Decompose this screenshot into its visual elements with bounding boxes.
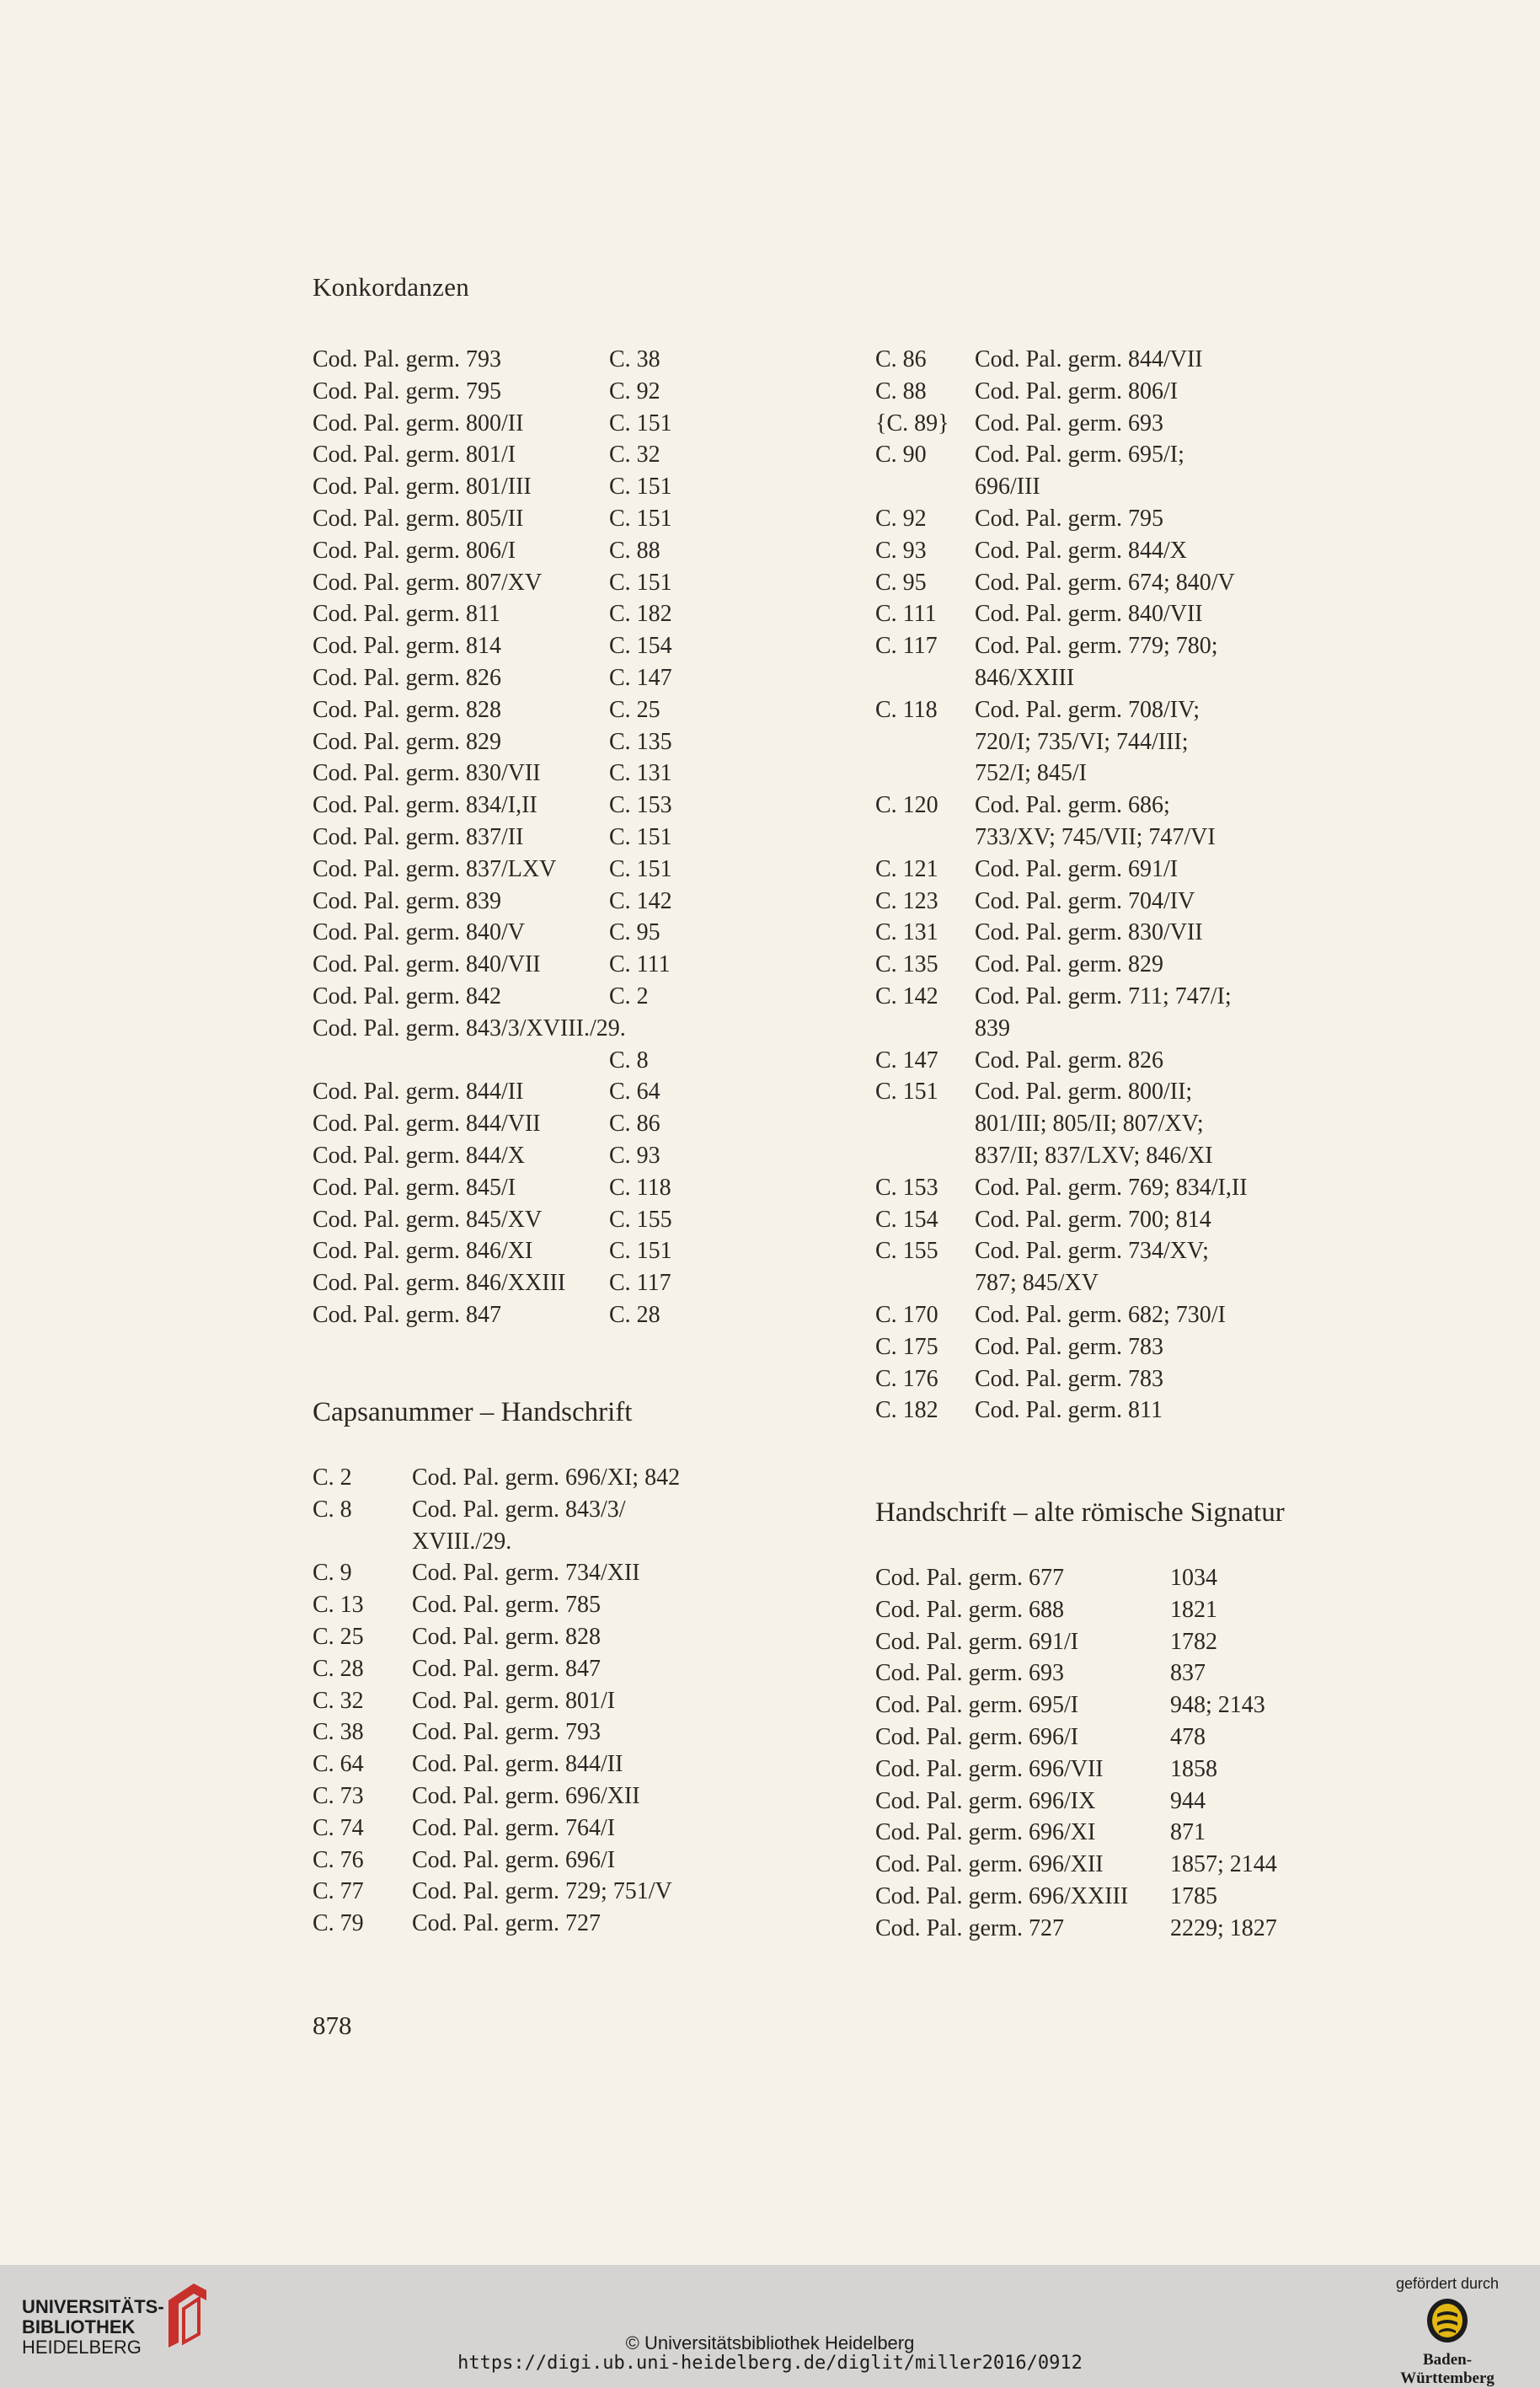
sig-cell: Cod. Pal. germ. 783 — [975, 1365, 1163, 1392]
capsa-cell — [875, 662, 975, 694]
table-row — [875, 1849, 1277, 1881]
sig-cell: Cod. Pal. germ. 734/XV; — [975, 1238, 1209, 1265]
sig-cell: Cod. Pal. germ. 837/II — [313, 823, 524, 850]
sig-cell: Cod. Pal. germ. 696/XI — [875, 1819, 1096, 1846]
capsa-cell: C. 64 — [609, 1079, 660, 1106]
sig-cell: XVIII./29. — [412, 1528, 512, 1555]
table-row — [875, 1204, 1270, 1236]
capsa-cell: C. 154 — [875, 1206, 938, 1233]
capsa-cell: C. 95 — [875, 569, 927, 596]
capsa-cell: C. 155 — [609, 1206, 672, 1233]
sig-cell: Cod. Pal. germ. 811 — [313, 601, 500, 628]
sig-cell: Cod. Pal. germ. 783 — [975, 1333, 1163, 1360]
table-row — [875, 1172, 1270, 1204]
sig-cell: Cod. Pal. germ. 801/I — [313, 442, 516, 468]
capsa-cell: C. 153 — [875, 1174, 938, 1201]
old-cell: 1782 — [1170, 1628, 1217, 1655]
capsa-cell: C. 142 — [875, 983, 938, 1009]
logo-line-1: UNIVERSITÄTS- — [22, 2296, 164, 2317]
sig-cell: Cod. Pal. germ. 696/IX — [875, 1787, 1096, 1814]
capsa-cell: C. 151 — [609, 505, 672, 532]
capsa-cell: C. 118 — [875, 696, 938, 723]
permalink-url[interactable]: https://digi.ub.uni-heidelberg.de/diglit/miller2016/0912 — [457, 2353, 1083, 2374]
table-row — [313, 1526, 707, 1558]
old-cell: 948; 2143 — [1170, 1692, 1265, 1719]
table-row — [313, 344, 710, 376]
table-row — [875, 408, 1270, 440]
capsa-cell — [875, 1013, 975, 1045]
sig-cell: Cod. Pal. germ. 793 — [412, 1719, 601, 1746]
table-row — [875, 1331, 1270, 1363]
capsa-cell — [875, 758, 975, 790]
capsa-cell: C. 64 — [313, 1751, 364, 1778]
capsa-cell: C. 131 — [875, 919, 938, 946]
table-row — [875, 917, 1270, 949]
capsa-cell: C. 176 — [875, 1365, 938, 1392]
sig-cell: Cod. Pal. germ. 729; 751/V — [412, 1878, 672, 1905]
capsa-cell: C. 88 — [609, 537, 660, 564]
capsa-cell: C. 93 — [609, 1142, 660, 1169]
table-row — [313, 1172, 710, 1204]
section-title-capsa-handschrift: Capsanummer – Handschrift — [313, 1397, 633, 1427]
table-row — [875, 630, 1270, 662]
capsa-cell: C. 151 — [875, 1079, 938, 1106]
sig-cell: Cod. Pal. germ. 727 — [412, 1910, 601, 1937]
capsa-cell: C. 32 — [609, 442, 660, 468]
sig-cell: Cod. Pal. germ. 847 — [412, 1655, 601, 1682]
table-row — [313, 1235, 710, 1267]
sig-cell: Cod. Pal. germ. 801/I — [412, 1687, 616, 1714]
sig-cell: Cod. Pal. germ. 814 — [313, 633, 501, 660]
table-row — [875, 694, 1270, 726]
sig-cell: Cod. Pal. germ. 727 — [875, 1914, 1064, 1941]
capsa-cell: C. 182 — [875, 1397, 938, 1424]
table-row — [313, 439, 710, 471]
table-row — [875, 1235, 1270, 1267]
table-row — [313, 822, 710, 854]
capsa-cell: C. 13 — [313, 1592, 364, 1619]
table-row — [875, 822, 1270, 854]
sig-cell: Cod. Pal. germ. 785 — [412, 1592, 601, 1619]
table-row — [313, 1876, 707, 1908]
table-row — [875, 1013, 1270, 1045]
sig-cell: Cod. Pal. germ. 691/I — [875, 1628, 1079, 1655]
table-row — [313, 1267, 710, 1299]
table-row — [875, 758, 1270, 790]
sig-cell: Cod. Pal. germ. 829 — [975, 951, 1163, 978]
table-row — [875, 1562, 1271, 1594]
sig-cell: Cod. Pal. germ. 686; — [975, 792, 1170, 819]
capsa-cell: {C. 89} — [875, 410, 949, 436]
table-row — [313, 1045, 710, 1077]
logo-line-2: BIBLIOTHEK — [22, 2316, 136, 2337]
capsa-cell: C. 2 — [313, 1464, 352, 1491]
sig-cell: Cod. Pal. germ. 696/XI; 842 — [412, 1464, 681, 1491]
capsa-cell — [875, 822, 975, 854]
table-row — [313, 471, 710, 503]
capsa-cell — [875, 471, 975, 503]
sig-cell: 787; 845/XV — [975, 1270, 1099, 1297]
sig-cell: Cod. Pal. germ. 805/II — [313, 505, 524, 532]
sig-cell: Cod. Pal. germ. 806/I — [975, 377, 1179, 404]
table-row — [875, 439, 1270, 471]
capsa-cell: C. 38 — [313, 1719, 364, 1746]
table-row — [313, 1845, 707, 1877]
old-cell: 1858 — [1170, 1755, 1217, 1782]
old-cell: 1785 — [1170, 1882, 1217, 1909]
capsa-cell: C. 86 — [609, 1111, 660, 1138]
table-row — [875, 567, 1270, 599]
capsa-cell: C. 151 — [609, 410, 672, 436]
sig-cell: Cod. Pal. germ. 847 — [313, 1301, 501, 1328]
table-row — [313, 1299, 710, 1331]
sig-cell — [313, 1045, 609, 1077]
capsa-cell: C. 92 — [609, 377, 660, 404]
sig-cell: Cod. Pal. germ. 769; 834/I,II — [975, 1174, 1248, 1201]
table-row — [313, 790, 710, 822]
sig-cell: Cod. Pal. germ. 806/I — [313, 537, 516, 564]
table-row — [313, 567, 710, 599]
sig-cell: Cod. Pal. germ. 693 — [975, 410, 1163, 436]
sig-cell: Cod. Pal. germ. 708/IV; — [975, 696, 1200, 723]
table-row — [313, 1108, 710, 1140]
sig-cell: 720/I; 735/VI; 744/III; — [975, 728, 1189, 755]
table-row — [875, 1754, 1271, 1786]
sig-cell: Cod. Pal. germ. 828 — [313, 696, 501, 723]
sig-cell: Cod. Pal. germ. 840/VII — [313, 951, 541, 978]
capsa-cell: C. 175 — [875, 1333, 938, 1360]
table-row — [313, 981, 710, 1013]
capsa-cell — [875, 1108, 975, 1140]
old-cell: 1034 — [1170, 1565, 1217, 1591]
table-row — [875, 344, 1270, 376]
capsa-cell: C. 32 — [313, 1687, 364, 1714]
table-row — [313, 376, 710, 408]
table-row — [313, 694, 710, 726]
sig-cell: Cod. Pal. germ. 800/II — [313, 410, 524, 436]
table-row — [875, 598, 1270, 630]
table-row — [875, 790, 1270, 822]
table-row — [875, 1913, 1277, 1945]
capsa-cell — [875, 1267, 975, 1299]
table-row — [313, 726, 710, 758]
table-row — [875, 1817, 1271, 1849]
sig-cell: Cod. Pal. germ. 844/VII — [975, 346, 1203, 372]
table-row — [875, 1881, 1271, 1913]
table-row — [313, 1494, 707, 1526]
sig-cell: Cod. Pal. germ. 696/XXIII — [875, 1882, 1129, 1909]
capsa-cell: C. 147 — [875, 1047, 938, 1074]
capsa-cell: C. 154 — [609, 633, 672, 660]
table-row — [875, 1395, 1270, 1427]
capsa-cell: C. 90 — [875, 442, 927, 468]
table-row — [313, 1140, 710, 1172]
table-row — [875, 1689, 1271, 1721]
capsa-cell — [875, 1140, 975, 1172]
sig-cell: Cod. Pal. germ. 826 — [975, 1047, 1163, 1074]
sig-cell: Cod. Pal. germ. 845/XV — [313, 1206, 543, 1233]
table-handschrift-capsa — [313, 344, 710, 1331]
capsa-cell: C. 142 — [609, 887, 672, 914]
capsa-cell: C. 153 — [609, 792, 672, 819]
funder-name: Baden-Württemberg — [1400, 2351, 1495, 2387]
table-row — [313, 758, 710, 790]
sig-cell: Cod. Pal. germ. 846/XXIII — [313, 1270, 566, 1297]
table-row — [875, 535, 1270, 567]
sig-cell: Cod. Pal. germ. 844/X — [313, 1142, 525, 1169]
sig-cell: Cod. Pal. germ. 844/X — [975, 537, 1187, 564]
running-head: Konkordanzen — [313, 272, 470, 302]
old-cell: 837 — [1170, 1660, 1206, 1687]
table-row — [875, 662, 1270, 694]
sig-cell: Cod. Pal. germ. 842 — [313, 983, 501, 1009]
sig-cell: Cod. Pal. germ. 674; 840/V — [975, 569, 1235, 596]
capsa-cell: C. 38 — [609, 346, 660, 372]
baden-wuerttemberg-emblem-icon — [1425, 2295, 1469, 2346]
table-row — [313, 949, 710, 981]
capsa-cell: C. 2 — [609, 983, 649, 1009]
copyright-notice: © Universitätsbibliothek Heidelberg — [625, 2332, 915, 2353]
sig-cell: Cod. Pal. germ. 711; 747/I; — [975, 983, 1232, 1009]
capsa-cell — [609, 1013, 710, 1045]
sig-cell: Cod. Pal. germ. 779; 780; — [975, 633, 1218, 660]
table-row — [313, 917, 710, 949]
sig-cell: Cod. Pal. germ. 834/I,II — [313, 792, 537, 819]
sig-cell: Cod. Pal. germ. 695/I; — [975, 442, 1184, 468]
table-row — [875, 1626, 1271, 1658]
sig-cell: Cod. Pal. germ. 826 — [313, 664, 501, 691]
table-row — [875, 854, 1270, 886]
capsa-cell: C. 117 — [875, 633, 938, 660]
sig-cell: Cod. Pal. germ. 828 — [412, 1623, 601, 1650]
sig-cell: Cod. Pal. germ. 830/VII — [313, 760, 541, 787]
old-cell: 1857; 2144 — [1170, 1851, 1277, 1878]
capsa-cell: C. 147 — [609, 664, 672, 691]
capsa-cell: C. 170 — [875, 1301, 938, 1328]
table-row — [313, 886, 710, 918]
sig-cell: Cod. Pal. germ. 734/XII — [412, 1560, 640, 1587]
sig-cell: 846/XXIII — [975, 664, 1075, 691]
capsa-cell: C. 121 — [875, 855, 938, 882]
capsa-cell: C. 74 — [313, 1814, 364, 1841]
capsa-cell: C. 8 — [609, 1047, 649, 1074]
table-row — [313, 1204, 710, 1236]
old-cell: 871 — [1170, 1819, 1206, 1846]
sig-cell: Cod. Pal. germ. 695/I — [875, 1692, 1079, 1719]
sig-cell: Cod. Pal. germ. 840/V — [313, 919, 525, 946]
table-row — [313, 1908, 707, 1940]
capsa-cell: C. 151 — [609, 855, 672, 882]
sig-cell: Cod. Pal. germ. 696/XII — [875, 1851, 1104, 1878]
sig-cell: Cod. Pal. germ. 844/II — [412, 1751, 623, 1778]
section-title-alte-signatur: Handschrift – alte römische Signatur — [875, 1497, 1285, 1528]
table-row — [875, 1786, 1271, 1818]
sig-cell: Cod. Pal. germ. 691/I — [975, 855, 1179, 882]
table-row — [875, 503, 1270, 535]
sig-cell: Cod. Pal. germ. 696/VII — [875, 1755, 1104, 1782]
table-row — [313, 1812, 707, 1845]
table-row — [313, 1685, 707, 1717]
capsa-cell: C. 95 — [609, 919, 660, 946]
table-row — [875, 1594, 1271, 1626]
table-row — [875, 949, 1270, 981]
table-row — [875, 1363, 1270, 1395]
old-cell: 2229; 1827 — [1170, 1914, 1277, 1941]
table-row — [313, 1013, 710, 1045]
table-row — [313, 408, 710, 440]
funded-by-label: gefördert durch — [1395, 2275, 1500, 2292]
sig-cell: Cod. Pal. germ. 693 — [875, 1660, 1064, 1687]
table-row — [875, 1076, 1270, 1108]
capsa-cell — [875, 726, 975, 758]
table-row — [313, 1780, 707, 1812]
table-row — [875, 1045, 1270, 1077]
table-row — [875, 376, 1270, 408]
sig-cell: Cod. Pal. germ. 800/II; — [975, 1079, 1193, 1106]
sig-cell: Cod. Pal. germ. 682; 730/I — [975, 1301, 1226, 1328]
sig-cell: Cod. Pal. germ. 696/I — [412, 1846, 616, 1873]
capsa-cell: C. 151 — [609, 569, 672, 596]
sig-cell: Cod. Pal. germ. 764/I — [412, 1814, 616, 1841]
sig-cell: Cod. Pal. germ. 700; 814 — [975, 1206, 1211, 1233]
capsa-cell: C. 76 — [313, 1846, 364, 1873]
capsa-cell: C. 120 — [875, 792, 938, 819]
sig-cell: Cod. Pal. germ. 837/LXV — [313, 855, 557, 882]
capsa-cell: C. 86 — [875, 346, 927, 372]
table-row — [875, 1721, 1271, 1754]
capsa-cell: C. 151 — [609, 474, 672, 501]
table-row — [313, 535, 710, 567]
table-row — [313, 662, 710, 694]
table-row — [875, 471, 1270, 503]
table-row — [313, 630, 710, 662]
capsa-cell: C. 131 — [609, 760, 672, 787]
table-row — [313, 1621, 707, 1653]
sig-cell: Cod. Pal. germ. 795 — [975, 505, 1163, 532]
table-row — [875, 1657, 1271, 1689]
sig-cell: Cod. Pal. germ. 696/I — [875, 1723, 1079, 1750]
sig-cell: Cod. Pal. germ. 807/XV — [313, 569, 543, 596]
table-row — [313, 1748, 707, 1780]
table-row — [313, 1462, 707, 1494]
table-row — [875, 1108, 1270, 1140]
old-cell: 944 — [1170, 1787, 1206, 1814]
capsa-cell: C. 79 — [313, 1910, 364, 1937]
sig-cell: Cod. Pal. germ. 801/III — [313, 474, 532, 501]
footer-bar — [0, 2265, 1540, 2387]
capsa-cell: C. 92 — [875, 505, 927, 532]
sig-cell: Cod. Pal. germ. 840/VII — [975, 601, 1203, 628]
table-alte-roemische-signatur — [875, 1562, 1277, 1945]
table-row — [313, 1076, 710, 1108]
table-row — [875, 981, 1270, 1013]
sig-cell: 752/I; 845/I — [975, 760, 1087, 787]
logo-line-3: HEIDELBERG — [22, 2337, 142, 2358]
capsa-cell: C. 118 — [609, 1174, 671, 1201]
old-cell: 1821 — [1170, 1596, 1217, 1623]
capsa-cell: C. 111 — [875, 601, 937, 628]
table-row — [313, 503, 710, 535]
table-row — [313, 1557, 707, 1589]
sig-cell: Cod. Pal. germ. 677 — [875, 1565, 1064, 1591]
sig-cell: Cod. Pal. germ. 696/XII — [412, 1782, 640, 1809]
sig-cell: 837/II; 837/LXV; 846/XI — [975, 1142, 1213, 1169]
capsa-cell: C. 117 — [609, 1270, 671, 1297]
capsa-cell: C. 151 — [609, 1238, 672, 1265]
capsa-cell: C. 88 — [875, 377, 927, 404]
capsa-cell: C. 28 — [609, 1301, 660, 1328]
capsa-cell: C. 151 — [609, 823, 672, 850]
sig-cell: Cod. Pal. germ. 704/IV — [975, 887, 1195, 914]
table-row — [875, 886, 1270, 918]
table-capsa-handschrift — [313, 1462, 707, 1940]
table-row — [313, 598, 710, 630]
sig-cell: Cod. Pal. germ. 688 — [875, 1596, 1064, 1623]
table-row — [875, 1140, 1270, 1172]
capsa-cell: C. 182 — [609, 601, 672, 628]
sig-cell: 733/XV; 745/VII; 747/VI — [975, 823, 1216, 850]
sig-cell: Cod. Pal. germ. 829 — [313, 728, 501, 755]
sig-cell: Cod. Pal. germ. 845/I — [313, 1174, 516, 1201]
capsa-cell: C. 25 — [609, 696, 660, 723]
capsa-cell: C. 135 — [875, 951, 938, 978]
capsa-cell: C. 111 — [609, 951, 671, 978]
capsa-cell: C. 25 — [313, 1623, 364, 1650]
sig-cell: Cod. Pal. germ. 843/3/XVIII./29. — [313, 1015, 626, 1041]
sig-cell: Cod. Pal. germ. 844/VII — [313, 1111, 541, 1138]
table-row — [875, 1267, 1270, 1299]
sig-cell: Cod. Pal. germ. 843/3/ — [412, 1496, 626, 1523]
old-cell: 478 — [1170, 1723, 1206, 1750]
capsa-cell: C. 8 — [313, 1496, 352, 1523]
capsa-cell: C. 155 — [875, 1238, 938, 1265]
capsa-cell: C. 77 — [313, 1878, 364, 1905]
sig-cell: Cod. Pal. germ. 846/XI — [313, 1238, 533, 1265]
sig-cell: Cod. Pal. germ. 793 — [313, 346, 501, 372]
table-row — [875, 1299, 1270, 1331]
capsa-cell: C. 73 — [313, 1782, 364, 1809]
capsa-cell: C. 9 — [313, 1560, 352, 1587]
table-row — [313, 1589, 707, 1621]
sig-cell: Cod. Pal. germ. 839 — [313, 887, 501, 914]
table-row — [313, 854, 710, 886]
sig-cell: Cod. Pal. germ. 811 — [975, 1397, 1163, 1424]
sig-cell: 839 — [975, 1015, 1010, 1041]
sig-cell: Cod. Pal. germ. 844/II — [313, 1079, 524, 1106]
capsa-cell: C. 123 — [875, 887, 938, 914]
sig-cell: Cod. Pal. germ. 795 — [313, 377, 501, 404]
capsa-cell: C. 93 — [875, 537, 927, 564]
capsa-cell: C. 28 — [313, 1655, 364, 1682]
capsa-cell: C. 135 — [609, 728, 672, 755]
sig-cell: 801/III; 805/II; 807/XV; — [975, 1111, 1204, 1138]
table-row — [313, 1653, 707, 1685]
table-capsa-handschrift-continued — [875, 344, 1270, 1427]
sig-cell: 696/III — [975, 474, 1040, 501]
table-row — [313, 1716, 707, 1748]
sig-cell: Cod. Pal. germ. 830/VII — [975, 919, 1203, 946]
page-number: 878 — [313, 2011, 352, 2040]
capsa-cell — [313, 1526, 412, 1558]
table-row — [875, 726, 1270, 758]
